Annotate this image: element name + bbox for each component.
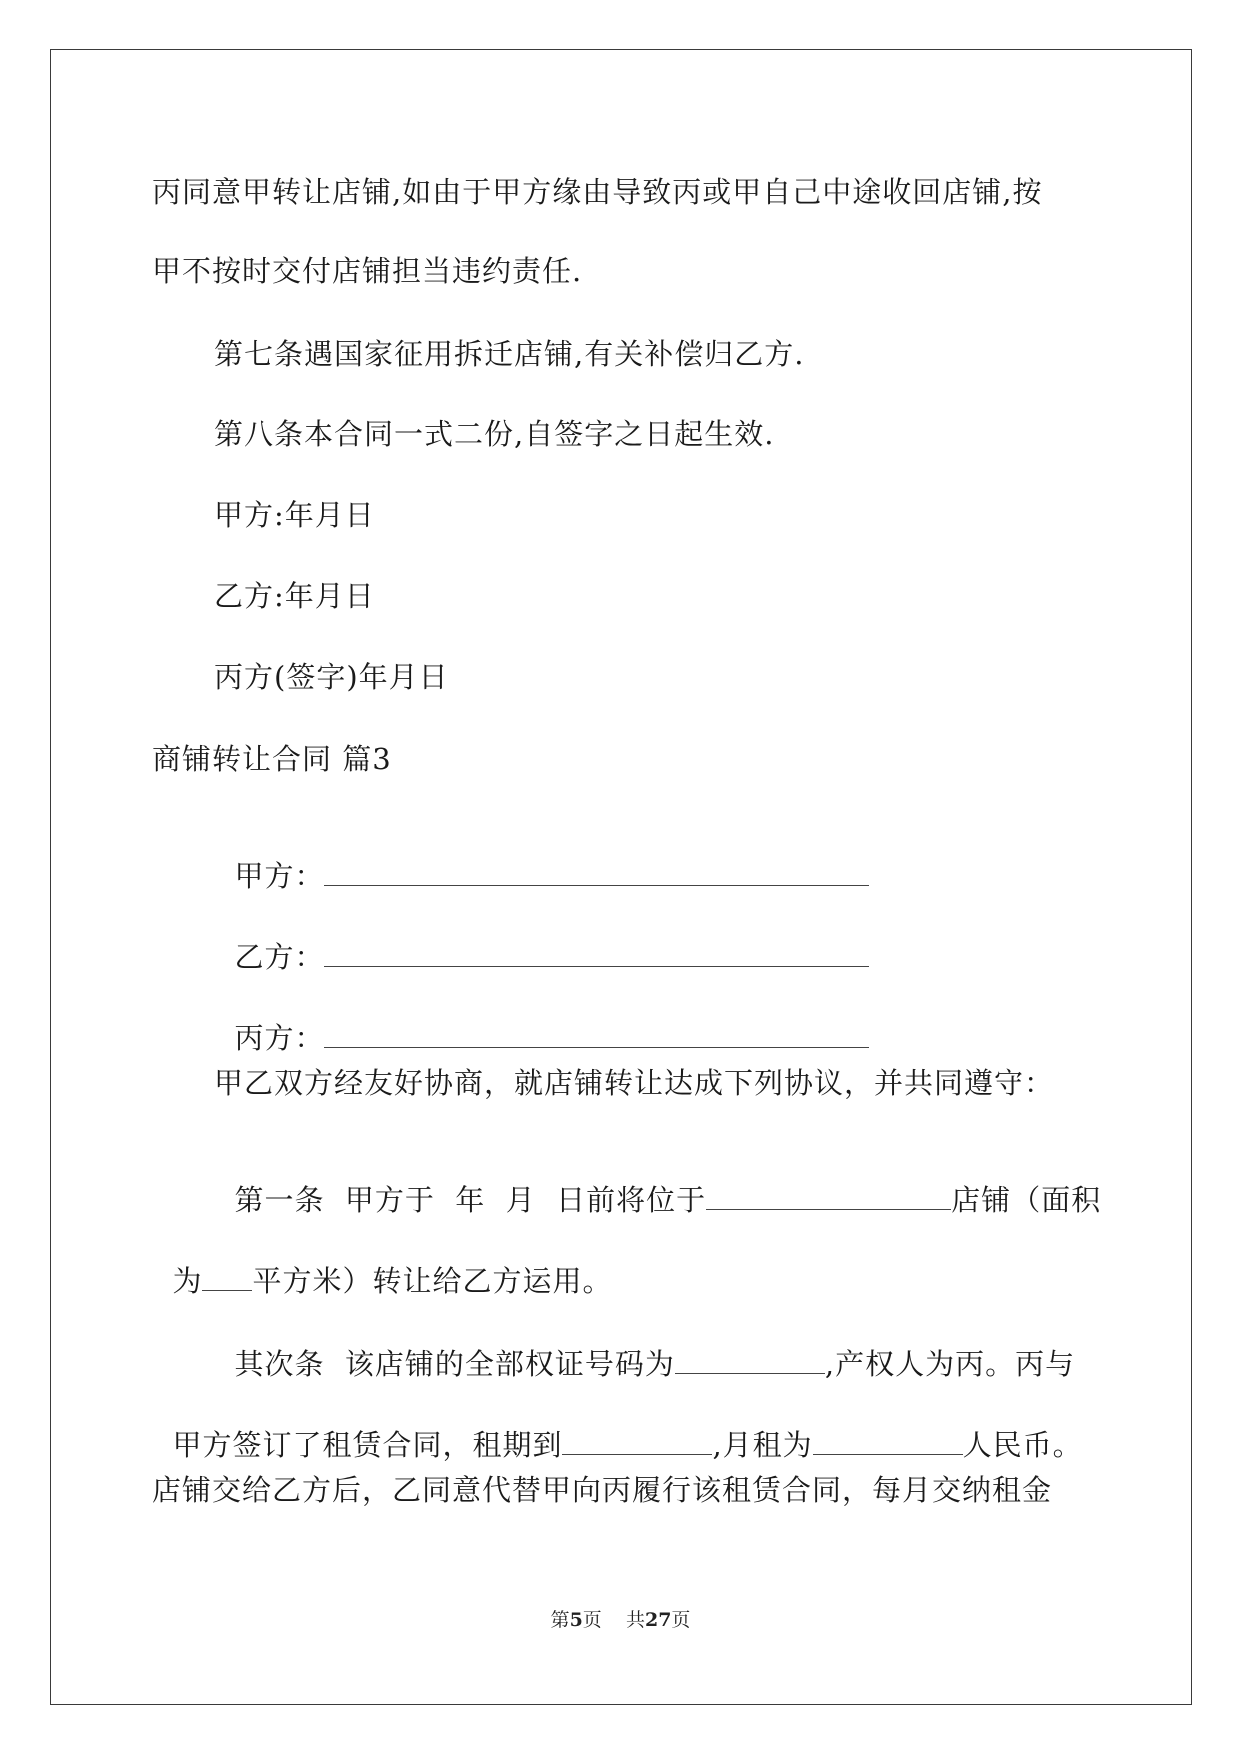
- article-1-text: 平方米）转让给乙方运用。: [252, 1264, 613, 1298]
- article-1-text: 店铺（面积: [951, 1183, 1102, 1217]
- article-2-text: ,产权人为丙。丙与: [824, 1347, 1076, 1381]
- article-1-line: [214, 1146, 1101, 1218]
- certificate-number-blank: [675, 1347, 825, 1374]
- page-number: 5: [569, 1609, 583, 1631]
- article-7: 第七条遇国家征用拆迁店铺,有关补偿归乙方.: [214, 337, 805, 371]
- lease-term-blank: [562, 1428, 712, 1455]
- article-2-text: 其次条 该店铺的全部权证号码为: [234, 1347, 675, 1381]
- signature-party-c: 丙方(签字)年月日: [214, 660, 449, 694]
- article-2-line: [152, 1391, 1083, 1463]
- party-a-label: 甲方：: [234, 859, 325, 893]
- footer-mid: 页 共: [582, 1609, 645, 1631]
- intro-paragraph: 甲乙双方经友好协商，就店铺转让达成下列协议，并共同遵守：: [214, 1066, 1055, 1100]
- party-a-blank: [324, 859, 869, 886]
- article-1-line: [152, 1227, 612, 1299]
- article-1-text: 第一条 甲方于 年 月 日前将位于: [234, 1183, 707, 1217]
- footer-prefix: 第: [550, 1609, 570, 1631]
- party-c-blank: [324, 1021, 869, 1048]
- signature-party-a: 甲方:年月日: [214, 498, 375, 532]
- section-title: 商铺转让合同 篇3: [152, 742, 392, 776]
- party-a-row: [214, 822, 869, 894]
- paragraph-line: 甲不按时交付店铺担当违约责任.: [152, 254, 583, 288]
- article-2-text: ,月租为: [712, 1428, 813, 1462]
- location-blank: [706, 1183, 951, 1210]
- party-b-row: [214, 903, 869, 975]
- article-2-text: 人民币。: [962, 1428, 1083, 1462]
- party-b-label: 乙方：: [234, 940, 325, 974]
- monthly-rent-blank: [813, 1428, 963, 1455]
- paragraph-line: 丙同意甲转让店铺,如由于甲方缘由导致丙或甲自己中途收回店铺,按: [152, 175, 1043, 209]
- article-2-line: [214, 1310, 1075, 1382]
- article-1-text: 为: [172, 1264, 203, 1298]
- party-c-row: [214, 984, 869, 1056]
- party-c-label: 丙方：: [234, 1021, 325, 1055]
- article-2-text: 甲方签订了租赁合同，租期到: [172, 1428, 563, 1462]
- area-blank: [202, 1264, 252, 1291]
- total-pages: 27: [644, 1609, 672, 1631]
- signature-party-b: 乙方:年月日: [214, 579, 375, 613]
- party-b-blank: [324, 940, 869, 967]
- page-footer: [0, 1608, 1241, 1632]
- article-8: 第八条本合同一式二份,自签字之日起生效.: [214, 417, 775, 451]
- footer-suffix: 页: [671, 1609, 691, 1631]
- article-2-line: 店铺交给乙方后，乙同意代替甲向丙履行该租赁合同，每月交纳租金: [152, 1473, 1053, 1507]
